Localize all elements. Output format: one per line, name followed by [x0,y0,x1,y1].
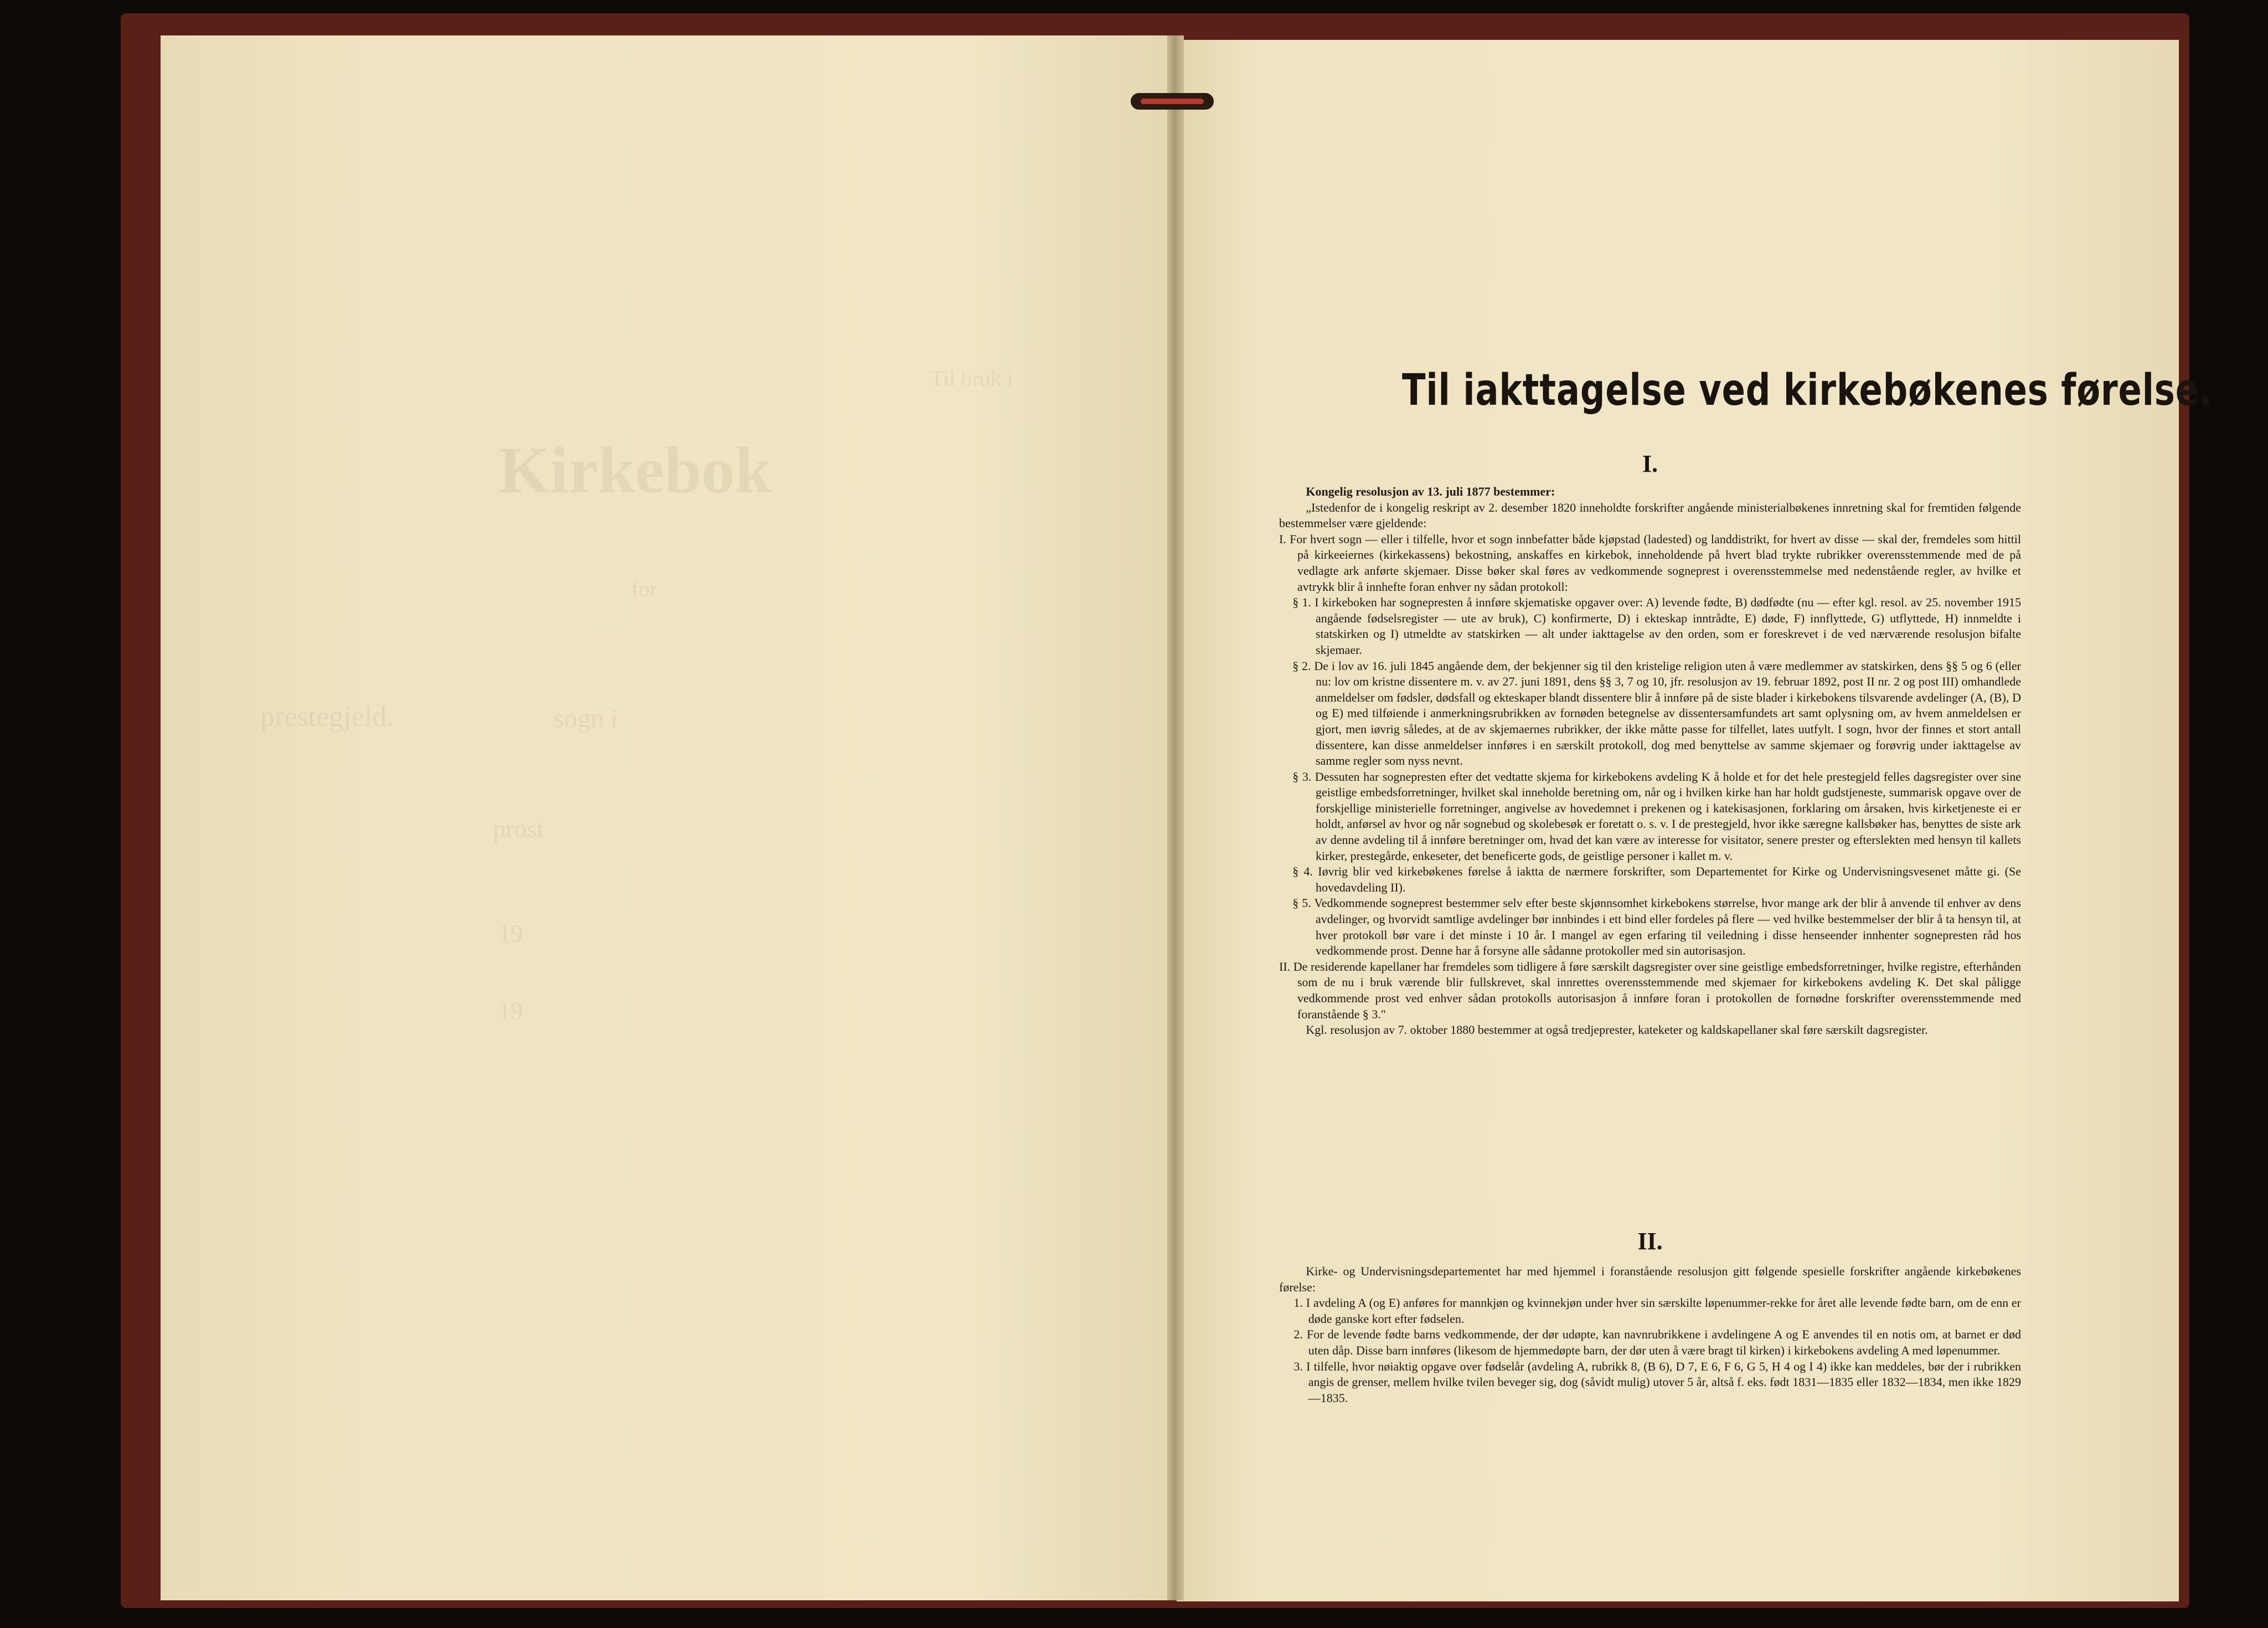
showthrough-line: prestegjeld. [260,701,394,733]
showthrough-line: 19 [498,997,523,1024]
rule-2: 2. For de levende fødte barns vedkommende, der dør udøpte, kan navnrubrikkene i avdelingene A og E anvendes til en notis om, at barnet er død uten dåp. Disse barn innføres (likesom de hjemmedøpte barn, der dør uten å være bragt til kirken) i kirkebokens avdeling A med løpenummer. [1293,1327,2021,1357]
document-title: Til iakttagelse ved kirkebøkenes førelse. [1402,365,2213,415]
left-page [161,35,1174,1600]
showthrough-line: Til bruk i [930,366,1013,391]
paragraph-4: § 4. Iøvrig blir ved kirkebøkenes førelse å iaktta de nærmere forskrifter, som Departementet for Kirke og Undervisningsvesenet måtte gi. (Se hovedavdeling II). [1292,864,2021,894]
section-heading-1: I. [1642,450,1658,477]
showthrough-line: prost [493,815,544,843]
showthrough-line: 19 [498,920,523,947]
point-2: II. De residerende kapellaner har fremdeles som tidligere å føre særskilt dagsregister over sine geistlige embedsforretninger, hvilke registre, efterhånden som de nu i bruk værende blir fullskrevet, skal innrettes overensstemmende med skjemaer for kirkebokens avdeling K. Det skal påligge vedkommende prost ved enhver sådan protokolls autorisasjon å innføre foran i protokollen de fornødne forskrifter overensstemmende med foranstående § 3." [1279,959,2021,1021]
paragraph-5: § 5. Vedkommende sogneprest bestemmer selv efter beste skjønnsomhet kirkebokens størrelse, hvor mange ark der blir å anvende til enhver av dens avdelinger, og hvorvidt samtlige avdelinger bør innbindes i ett bind eller fordeles på flere — ved hvilke bestemmelser der blir å ta hensyn til, at hver protokoll bør vare i det minste i 10 år. I mangel av egen erfaring til veiledning i disse henseender innhenter sognepresten råd hos vedkommende prost. Denne har å forsyne alle sådanne protokoller med sin autorisasjon. [1292,896,2021,958]
point-1: I. For hvert sogn — eller i tilfelle, hvor et sogn innbefatter både kjøpstad (ladested) og landdistrikt, for hvert av disse — skal der, fremdeles som hittil på kirkeeiernes (kirkekassens) bekostning, anskaffes en kirkebok, inneholdende på hvert blad trykte rubrikker overensstemmende med de på vedlagte ark anførte skjemaer. Disse bøker skal føres av vedkommende sogneprest i overensstemmelse med nedenstående regler, av hvilke et avtrykk blir å innhefte foran enhver ny sådan protokoll: [1279,532,2021,594]
paragraph-1: § 1. I kirkeboken har sognepresten å innføre skjematiske opgaver over: A) levende fødte, B) dødfødte (nu — efter kgl. resol. av 25. november 1915 angående fødselsregister — ute av bruk), C) konfirmerte, D) i ekteskap inntrådte, E) døde, F) innflyttede, G) utflyttede, H) innmeldte i statskirken og I) utmeldte av statskirken — alt under iakttagelse av den orden, som er foreskrevet i de ved nærværende resolusjon bifalte skjemaer. [1292,595,2021,657]
department-intro: Kirke- og Undervisningsdepartementet har med hjemmel i foranstående resolusjon gitt følgende spesielle forskrifter angående kirkebøkenes førelse: [1279,1264,2021,1294]
paragraph-3: § 3. Dessuten har sognepresten efter det vedtatte skjema for kirkebokens avdeling K å holde et for det hele prestegjeld felles dagsregister over sine geistlige embedsforretninger, hvilket skal inneholde beretning om, når og i hvilken kirke han har holdt gudstjeneste, summarisk opgave over de forskjellige ministerielle forretninger, angivelse av hovedemnet i prekenen og i katekisasjonen, forklaring om årsaken, hvis kirketjeneste ei er holdt, anførsel av hvor og når sognebud og skolebesøk er foretatt o. s. v. I de prestegjeld, hvor ikke særegne kallsbøker has, benyttes de siste ark av denne avdeling til å innføre beretninger om, hvad det kan være av interesse for visitator, senere prester og efterslekten med hensyn til kallets kirker, prestegårde, enkeseter, det beneficerte gods, de geistlige personer i kallet m. v. [1292,769,2021,863]
section-1-text [1279,484,2021,1038]
resolution-1880: Kgl. resolusjon av 7. oktober 1880 bestemmer at også tredjeprester, kateketer og kaldskapellaner skal føre særskilt dagsregister. [1306,1023,1928,1037]
rule-3: 3. I tilfelle, hvor nøiaktig opgave over fødselår (avdeling A, rubrikk 8, (B 6), D 7, E 6, F 6, G 5, H 4 og I 4) ikke kan meddeles, bør der i rubrikken angis de grenser, mellem hvilke tvilen beveger sig, dog (såvidt mulig) utover 5 år, altså f. eks. født 1831—1835 eller 1832—1834, men ikke 1829—1835. [1293,1359,2021,1405]
paragraph-2: § 2. De i lov av 16. juli 1845 angående dem, der bekjenner sig til den kristelige religion uten å være medlemmer av statskirken, dens §§ 5 og 6 (eller nu: lov om kristne dissentere m. v. av 27. juni 1891, dens §§ 3, 7 og 10, jfr. resolusjon av 19. februar 1892, post II nr. 2 og post III) omhandlede anmeldelser om fødsler, dødsfall og ekteskaper blandt dissentere blir å innføre på de siste blader i kirkebokens tilsvarende avdelinger (A, (B), D og E) med tilføiende i anmerkningsrubrikken av fornøden betegnelse av dissentersamfundets art samt oplysning om, av hvem anmeldelsen er gjort, men iøvrig således, at de av skjemaernes rubrikker, der ikke måtte passe for tilfellet, lates uutfylt. I sogn, hvor der finnes et stort antall dissentere, kan disse anmeldelser innføres i en særskilt protokoll, dog med benyttelse av samme skjemaer og forøvrig under iakttagelse av samme regler som nyss nevnt. [1292,658,2021,768]
section-2-text [1279,1264,2021,1406]
showthrough-line: sogn i [554,704,618,733]
rule-1: 1. I avdeling A (og E) anføres for mannkjøn og kvinnekjøn under hver sin særskilte løpenummer-rekke for året alle levende fødte barn, om de enn er døde ganske kort efter fødselen. [1293,1296,2021,1326]
section-heading-2: II. [1637,1228,1663,1255]
resolution-quote-intro: „Istedenfor de i kongelig reskript av 2. desember 1820 inneholdte forskrifter angående ministerialbøkenes innretning skal for fremtiden følgende bestemmelser være gjeldende: [1279,500,2021,530]
binding-stitch [1131,93,1214,110]
book-gutter [1167,35,1184,1600]
resolution-intro: Kongelig resolusjon av 13. juli 1877 bestemmer: [1306,485,1555,498]
showthrough-line: for [631,576,657,601]
showthrough-title: Kirkebok [498,433,772,507]
